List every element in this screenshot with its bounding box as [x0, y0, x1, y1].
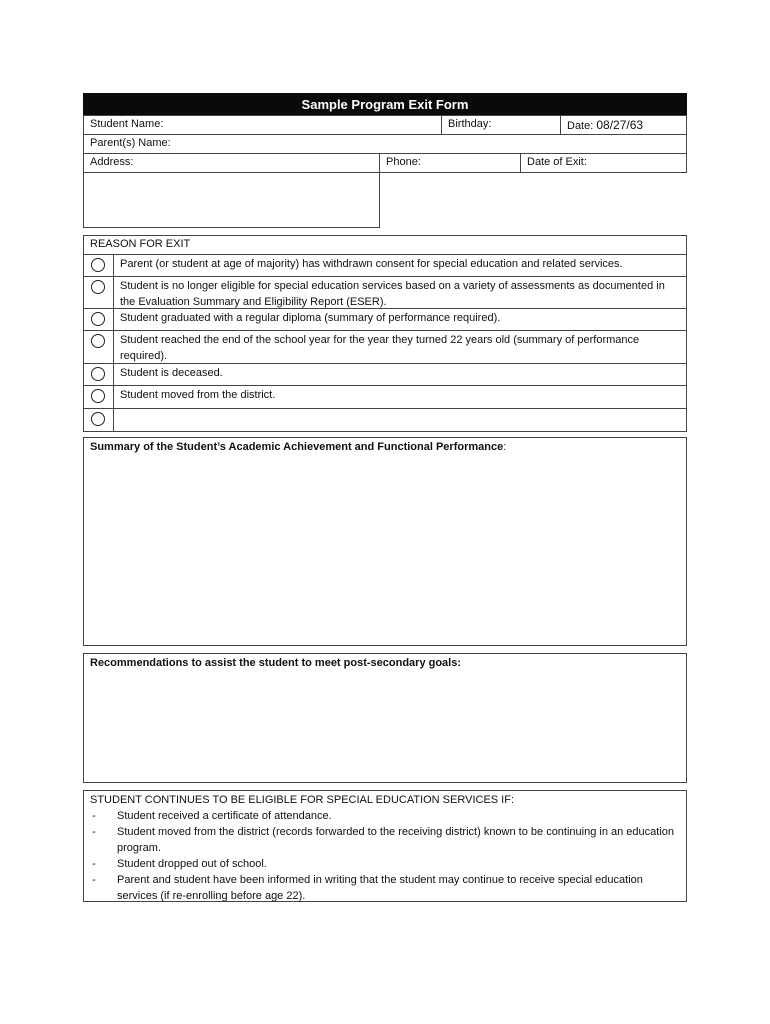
phone-label: Phone:	[386, 156, 421, 168]
reason-item-age-22: Student reached the end of the school year for the year they turned 22 years old (summary of performance required).	[120, 334, 640, 362]
recommendations-section[interactable]	[83, 653, 687, 783]
recommendations-label: Recommendations to assist the student to meet post-secondary goals:	[90, 657, 462, 669]
date-of-exit-label: Date of Exit:	[527, 156, 587, 168]
reason-item-other[interactable]	[120, 410, 680, 430]
summary-section[interactable]	[83, 437, 687, 646]
summary-label	[84, 439, 684, 455]
list-item-text: Student moved from the district (records forwarded to the receiving district) known to be continuing in an education program.	[117, 826, 675, 854]
list-item-text: Student dropped out of school.	[117, 858, 267, 870]
address-label: Address:	[90, 156, 134, 168]
reason-item-no-longer-eligible: Student is no longer eligible for special education services based on a variety of assessments as documented in the Evaluation Summary and Eligibility Report (ESER).	[120, 280, 665, 308]
birthday-field[interactable]	[442, 116, 560, 132]
reason-radio-moved[interactable]	[91, 389, 105, 403]
form-title: Sample Program Exit Form	[83, 93, 687, 115]
student-name-label: Student Name:	[90, 118, 164, 130]
address-field[interactable]	[84, 154, 379, 227]
summary-label-text: Summary of the Student’s Academic Achievement and Functional Performance	[90, 441, 504, 453]
list-item-text: Student received a certificate of attendance.	[117, 810, 332, 822]
parents-name-field[interactable]	[84, 135, 686, 151]
reason-radio-no-longer-eligible[interactable]	[91, 280, 105, 294]
list-item	[92, 872, 682, 904]
parents-name-label: Parent(s) Name:	[90, 137, 171, 149]
list-item	[92, 824, 682, 856]
date-value: 08/27/63	[596, 118, 644, 132]
birthday-label: Birthday:	[448, 118, 492, 130]
bullet-dash: -	[92, 874, 96, 886]
bullet-dash: -	[92, 810, 96, 822]
reason-radio-withdrawn-consent[interactable]	[91, 258, 105, 272]
student-name-field[interactable]	[84, 116, 441, 132]
reason-item-deceased: Student is deceased.	[120, 367, 223, 379]
list-item	[92, 856, 682, 872]
reason-item-moved: Student moved from the district.	[120, 389, 276, 401]
reason-item-withdrawn-consent: Parent (or student at age of majority) has withdrawn consent for special education and related services.	[120, 258, 623, 270]
date-label: Date:	[567, 120, 594, 132]
eligibility-header: STUDENT CONTINUES TO BE ELIGIBLE FOR SPECIAL EDUCATION SERVICES IF:	[90, 794, 514, 806]
list-item	[92, 808, 682, 824]
reason-radio-age-22[interactable]	[91, 334, 105, 348]
reason-radio-graduated[interactable]	[91, 312, 105, 326]
bullet-dash: -	[92, 826, 96, 838]
bullet-dash: -	[92, 858, 96, 870]
reason-item-graduated: Student graduated with a regular diploma (summary of performance required).	[120, 312, 501, 324]
list-item-text: Parent and student have been informed in writing that the student may continue to receive special education services (if re-enrolling before age 22).	[117, 874, 643, 902]
phone-field[interactable]	[380, 154, 520, 170]
reason-radio-deceased[interactable]	[91, 367, 105, 381]
summary-label-colon: :	[503, 441, 507, 453]
date-of-exit-field[interactable]	[521, 154, 686, 170]
reason-header: REASON FOR EXIT	[90, 238, 191, 250]
reason-radio-other[interactable]	[91, 412, 105, 426]
date-field[interactable]	[561, 116, 686, 134]
